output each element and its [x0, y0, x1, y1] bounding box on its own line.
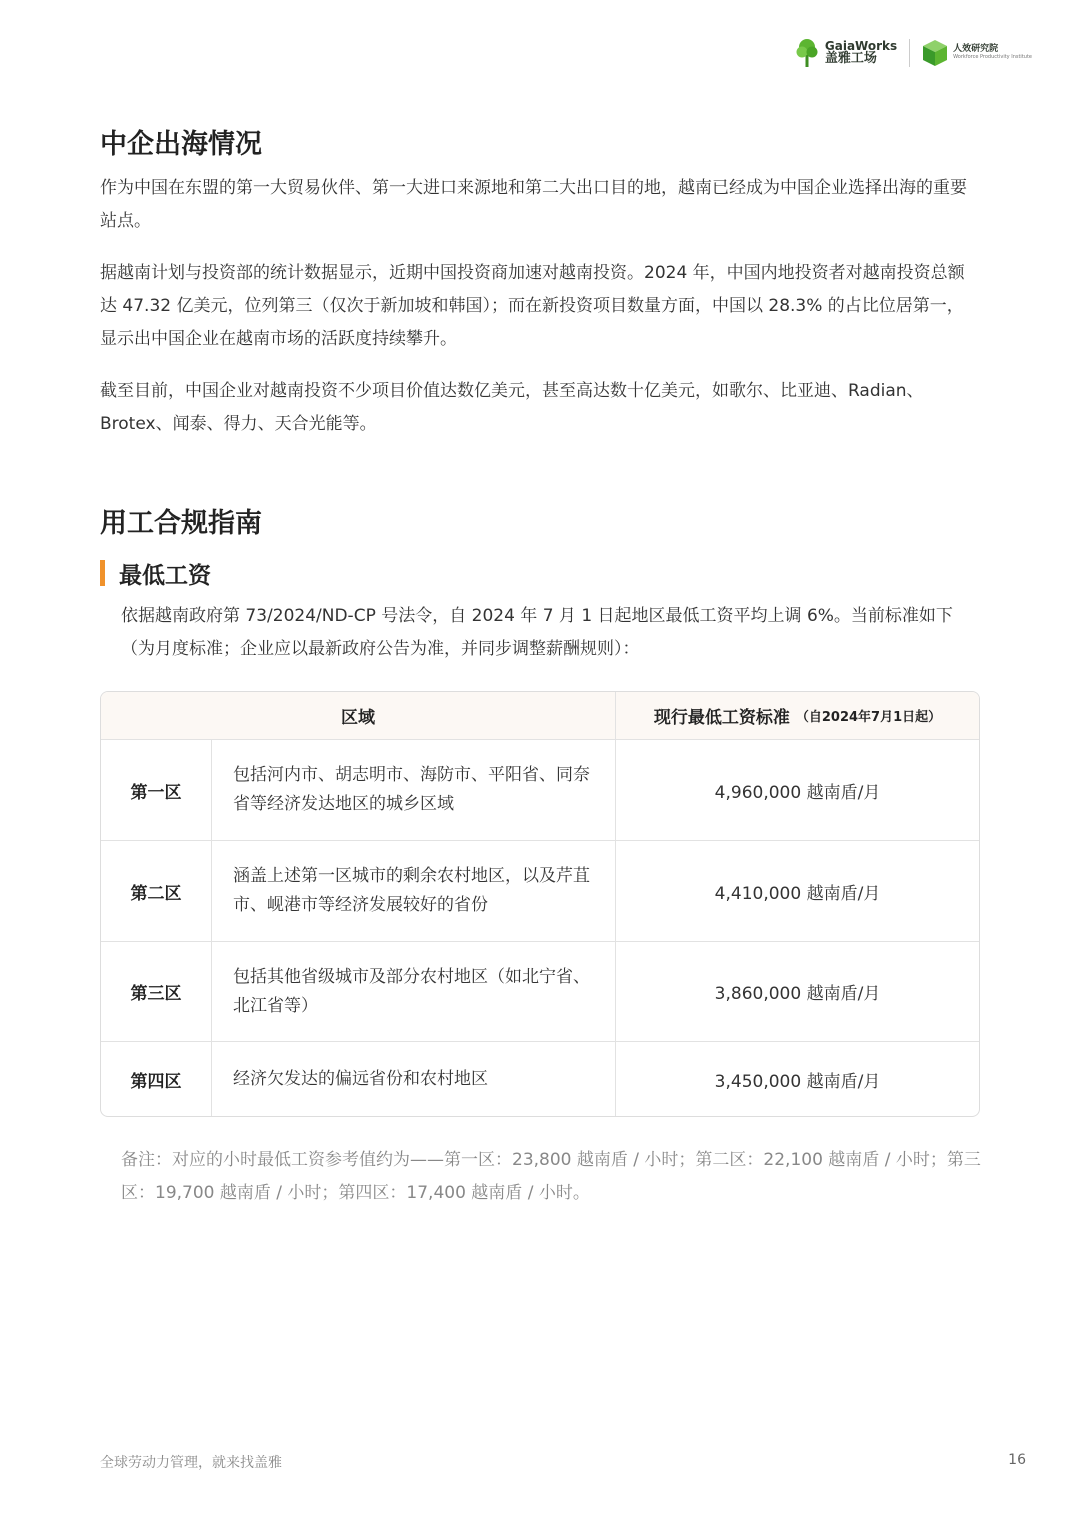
- zone-name: 第一区: [101, 740, 212, 840]
- institute-logo: [922, 39, 1032, 67]
- minimum-wage-table: [100, 691, 980, 1117]
- table-row: [101, 740, 979, 841]
- table-row: [101, 1042, 979, 1116]
- zone-description: 涵盖上述第一区城市的剩余农村地区，以及芹苴市、岘港市等经济发展较好的省份: [212, 841, 616, 941]
- subsection-title-text: 最低工资: [119, 562, 211, 589]
- logo-gaiaworks-en: GaiaWorks: [824, 38, 898, 53]
- zone-description: 包括河内市、胡志明市、海防市、平阳省、同奈省等经济发达地区的城乡区域: [212, 740, 616, 840]
- table-row: [101, 841, 979, 942]
- header-region: 区域: [101, 692, 616, 739]
- page-number: 16: [1008, 1452, 1026, 1468]
- zone-name: 第四区: [101, 1042, 212, 1116]
- paragraph-trade-partner: 作为中国在东盟的第一大贸易伙伴、第一大进口来源地和第二大出口目的地，越南已经成为中国企业选择出海的重要站点。: [100, 178, 967, 231]
- header-wage: [616, 692, 979, 739]
- accent-bar: [100, 560, 105, 586]
- zone-wage: 3,450,000 越南盾/月: [714, 1071, 881, 1092]
- logo-gaiaworks-cn: 盖雅工场: [824, 51, 877, 67]
- zone-wage: 4,410,000 越南盾/月: [714, 883, 881, 904]
- paragraph-investment-stats: 据越南计划与投资部的统计数据显示，近期中国投资商加速对越南投资。2024 年，中国内地投资者对越南投资总额达 47.32 亿美元，位列第三（仅次于新加坡和韩国）；而在新投资项目数量方面，中国以 28.3% 的占比位居第一，显示出中国企业在越南市场的活跃度持续攀升。: [100, 263, 965, 349]
- gaiaworks-logo: [795, 38, 897, 68]
- zone-description: 经济欠发达的偏远省份和农村地区: [212, 1042, 616, 1116]
- subsection-title: [100, 558, 211, 588]
- hourly-wage-note: 备注：对应的小时最低工资参考值约为——第一区：23,800 越南盾 / 小时；第二区：22,100 越南盾 / 小时；第三区：19,700 越南盾 / 小时；第四区：17,400 越南盾 / 小时。: [121, 1150, 981, 1203]
- section-title-compliance: 用工合规指南: [100, 508, 262, 539]
- logo-divider: [909, 39, 910, 67]
- logo-institute-cn: 人效研究院: [953, 44, 999, 55]
- table-header-row: [101, 692, 979, 740]
- cube-icon: [922, 39, 948, 67]
- table-row: [101, 942, 979, 1042]
- header-logos: [795, 36, 1032, 70]
- zone-wage: 3,860,000 越南盾/月: [714, 984, 881, 1004]
- tree-icon: [795, 38, 819, 68]
- logo-institute-en: Workforce Productivity Institute: [953, 54, 1032, 61]
- header-wage-note: （自2024年7月1日起）: [795, 710, 942, 725]
- wage-intro: 依据越南政府第 73/2024/ND-CP 号法令，自 2024 年 7 月 1 日起地区最低工资平均上调 6%。当前标准如下（为月度标准；企业应以最新政府公告为准，并同步调整薪酬规则）：: [121, 606, 953, 659]
- paragraph-major-projects: 截至目前，中国企业对越南投资不少项目价值达数亿美元，甚至高达数十亿美元，如歌尔、比亚迪、Radian、Brotex、闻泰、得力、天合光能等。: [100, 381, 924, 434]
- zone-wage: 4,960,000 越南盾/月: [714, 782, 881, 803]
- zone-name: 第二区: [101, 841, 212, 941]
- zone-description: 包括其他省级城市及部分农村地区（如北宁省、北江省等）: [212, 942, 616, 1041]
- header-wage-label: 现行最低工资标准: [653, 708, 790, 728]
- footer-slogan: 全球劳动力管理，就来找盖雅: [100, 1455, 282, 1471]
- zone-name: 第三区: [101, 942, 212, 1041]
- section-title-chinese-enterprises: 中企出海情况: [100, 129, 262, 160]
